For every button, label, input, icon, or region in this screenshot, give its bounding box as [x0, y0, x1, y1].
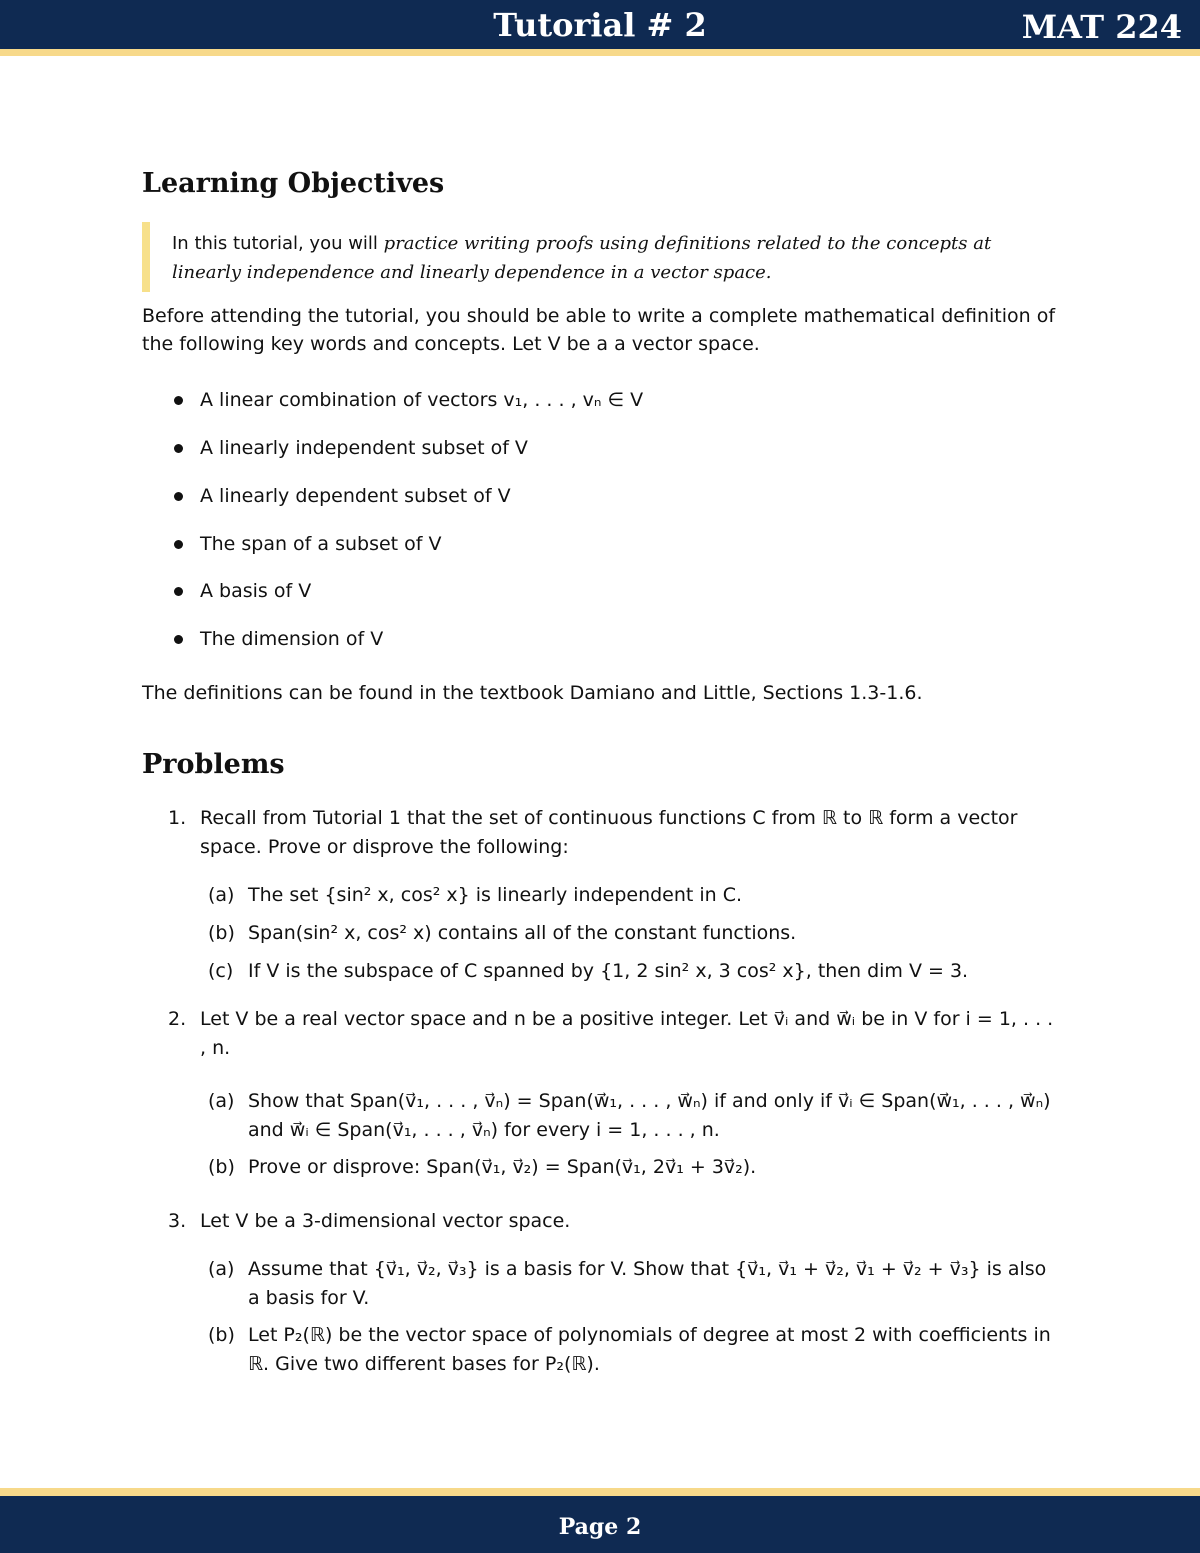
part-text: The set {sin² x, cos² x} is linearly independent in C. [248, 884, 743, 906]
part-label: (b) [208, 1324, 235, 1346]
bullet-dot-icon [174, 587, 183, 596]
part-label: (a) [208, 1258, 235, 1280]
part-label: (b) [208, 922, 235, 944]
problem-number: 2. [168, 1008, 187, 1030]
part-text: Assume that {v⃗₁, v⃗₂, v⃗₃} is a basis for V. Show that {v⃗₁, v⃗₁ + v⃗₂, v⃗₁ + v⃗₂ + v⃗₃} is also a basis for V. [248, 1258, 1047, 1309]
page-number: Page 2 [558, 1514, 642, 1540]
objective-text [172, 229, 1060, 287]
part-label: (a) [208, 1090, 235, 1112]
part-text: Show that Span(v⃗₁, . . . , v⃗ₙ) = Span(w⃗₁, . . . , w⃗ₙ) if and only if v⃗ᵢ ∈ Span(w⃗₁, . . . , w⃗ₙ) and w⃗ᵢ ∈ Span(v⃗₁, . . . , v⃗ₙ) for every i = 1, . . . , n. [248, 1090, 1051, 1141]
learning-objectives-heading: Learning Objectives [142, 168, 445, 199]
problem-text: Let V be a 3-dimensional vector space. [200, 1210, 571, 1232]
bullet-dot-icon [174, 396, 183, 405]
page-header [0, 0, 1200, 56]
bullet-dot-icon [174, 540, 183, 549]
before-attending-paragraph: Before attending the tutorial, you should be able to write a complete mathematical definition of the following key words and concepts. Let V be a a vector space. [142, 305, 1056, 355]
bullet-dot-icon [174, 635, 183, 644]
problem-number: 1. [168, 807, 187, 829]
bullet-dot-icon [174, 492, 183, 501]
part-label: (c) [208, 960, 234, 982]
part-text: Prove or disprove: Span(v⃗₁, v⃗₂) = Span(v⃗₁, 2v⃗₁ + 3v⃗₂). [248, 1156, 757, 1178]
part-text: Span(sin² x, cos² x) contains all of the constant functions. [248, 922, 797, 944]
problem-text: Recall from Tutorial 1 that the set of continuous functions C from ℝ to ℝ form a vector space. Prove or disprove the following: [200, 807, 1018, 858]
course-code: MAT 224 [1021, 8, 1182, 46]
callout-accent-bar [142, 222, 150, 292]
part-label: (a) [208, 884, 235, 906]
problems-heading: Problems [142, 749, 285, 780]
objective-callout [142, 222, 1060, 292]
tutorial-title: Tutorial # 2 [493, 6, 707, 44]
problem-text: Let V be a real vector space and n be a positive integer. Let v⃗ᵢ and w⃗ᵢ be in V for i = 1, . . . , n. [200, 1008, 1054, 1059]
part-text: If V is the subspace of C spanned by {1, 2 sin² x, 3 cos² x}, then dim V = 3. [248, 960, 969, 982]
objective-intro: In this tutorial, you will [172, 233, 384, 254]
bullet-dot-icon [174, 444, 183, 453]
page-footer [0, 1488, 1200, 1553]
part-label: (b) [208, 1156, 235, 1178]
definitions-note: The definitions can be found in the textbook Damiano and Little, Sections 1.3-1.6. [142, 682, 923, 704]
problem-number: 3. [168, 1210, 187, 1232]
objective-emphasis: practice writing proofs using definitions related to the concepts at linearly independence and linearly dependence in a vector space. [172, 233, 992, 283]
part-text: Let P₂(ℝ) be the vector space of polynomials of degree at most 2 with coefficients in ℝ. Give two different bases for P₂(ℝ). [248, 1324, 1051, 1375]
